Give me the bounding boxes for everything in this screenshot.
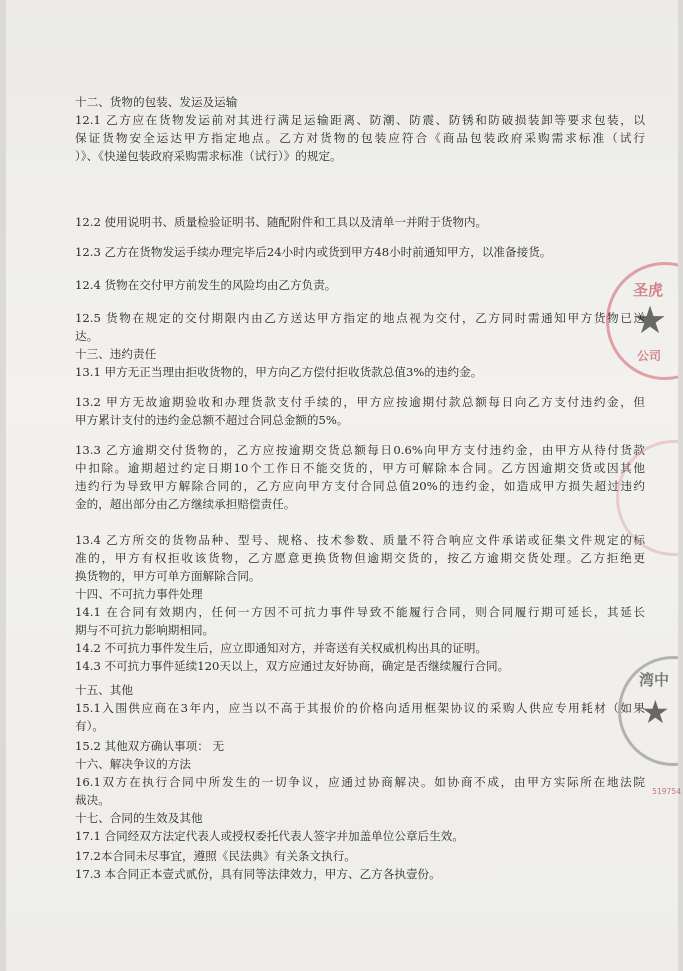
company-seal-bottom: [618, 656, 678, 766]
paragraph: 17.3 本合同正本壹式贰份，具有同等法律效力，甲方、乙方各执壹份。: [75, 867, 441, 881]
section-title: 十七、合同的生效及其他: [75, 811, 203, 825]
document-page: [6, 0, 678, 971]
paragraph-line: 金的，超出部分由乙方继续承担赔偿责任。: [75, 497, 296, 511]
paragraph-line: 14.1 在合同有效期内，任何一方因不可抗力事件导致不能履行合同，则合同履行期可延长，其延长: [75, 605, 645, 619]
paragraph-line: 期与不可抗力影响期相同。: [75, 623, 215, 637]
star-icon: ★: [633, 298, 668, 342]
paragraph-line: 换货物的，甲方可单方面解除合同。: [75, 569, 261, 583]
seal-text: 公司: [637, 349, 662, 363]
section-title: 十二、货物的包装、发运及运输: [75, 95, 238, 109]
paragraph-line: 保证货物安全运达甲方指定地点。乙方对货物的包装应符合《商品包装政府采购需求标准（试行: [75, 131, 645, 145]
paragraph: 14.2 不可抗力事件发生后，应立即通知对方，并寄送有关权威机构出具的证明。: [75, 641, 488, 655]
seal-text: 湾中: [639, 671, 670, 689]
paragraph-line: 准的，甲方有权拒收该货物，乙方愿意更换货物但逾期交货的，按乙方逾期交货处理。乙方拒绝更: [75, 551, 645, 565]
seal-text: 圣虎: [633, 281, 664, 299]
seal-serial: 519754: [652, 787, 681, 796]
paragraph: 12.4 货物在交付甲方前发生的风险均由乙方负责。: [75, 278, 337, 292]
paragraph-line: 有）。: [75, 719, 104, 733]
paragraph-line: 违约行为导致甲方解除合同的，乙方应向甲方支付合同总值20%的违约金，如造成甲方损失超过违约: [75, 479, 645, 493]
paragraph: 17.1 合同经双方法定代表人或授权委托代表人签字并加盖单位公章后生效。: [75, 829, 464, 843]
paragraph-line: 甲方累计支付的违约金总额不超过合同总金额的5%。: [75, 413, 349, 427]
paragraph: 14.3 不可抗力事件延续120天以上，双方应通过友好协商，确定是否继续履行合同。: [75, 659, 510, 673]
paragraph: 12.2 使用说明书、质量检验证明书、随配附件和工具以及清单一并附于货物内。: [75, 215, 488, 229]
paragraph-line: 中扣除。逾期超过约定日期10个工作日不能交货的，甲方可解除本合同。乙方因逾期交货或因其他: [75, 461, 645, 475]
paragraph: 15.2 其他双方确认事项： 无: [75, 739, 225, 753]
paragraph-line: 裁决。: [75, 793, 110, 807]
paragraph-line: 13.3 乙方逾期交付货物的，乙方应按逾期交货总额每日0.6%向甲方支付违约金，由甲方从待付货款: [75, 443, 645, 457]
paragraph-line: 12.5 货物在规定的交付期限内由乙方送达甲方指定的地点视为交付，乙方同时需通知甲方货物已送: [75, 311, 645, 325]
star-icon: ★: [641, 693, 670, 731]
paragraph-line: 13.2 甲方无故逾期验收和办理货款支付手续的，甲方应按逾期付款总额每日向乙方支付违约金，但: [75, 395, 645, 409]
company-seal-top: [606, 262, 678, 380]
paragraph-line: 达。: [75, 329, 99, 343]
paragraph: 12.3 乙方在货物发运手续办理完毕后24小时内或货到甲方48小时前通知甲方，以准备接货。: [75, 245, 552, 259]
paragraph-line: 16.1双方在执行合同中所发生的一切争议，应通过协商解决。如协商不成，由甲方实际所在地法院: [75, 775, 645, 789]
section-title: 十五、其他: [75, 683, 133, 697]
section-title: 十三、违约责任: [75, 347, 157, 361]
paragraph-line: ）》、《快递包装政府采购需求标准（试行）》的规定。: [75, 149, 342, 163]
paragraph: 13.1 甲方无正当理由拒收货物的，甲方向乙方偿付拒收货款总值3%的违约金。: [75, 365, 483, 379]
paragraph: 17.2本合同未尽事宜，遵照《民法典》有关条文执行。: [75, 849, 356, 863]
section-title: 十四、不可抗力事件处理: [75, 587, 203, 601]
paragraph-line: 13.4 乙方所交的货物品种、型号、规格、技术参数、质量不符合响应文件承诺或征集文件规定的标: [75, 533, 645, 547]
section-title: 十六、解决争议的方法: [75, 757, 191, 771]
paragraph-line: 12.1 乙方应在货物发运前对其进行满足运输距离、防潮、防震、防锈和防破损装卸等要求包装，以: [75, 113, 645, 127]
paragraph-line: 15.1入围供应商在3年内，应当以不高于其报价的价格向适用框架协议的采购人供应专用耗材（如果: [75, 701, 645, 715]
